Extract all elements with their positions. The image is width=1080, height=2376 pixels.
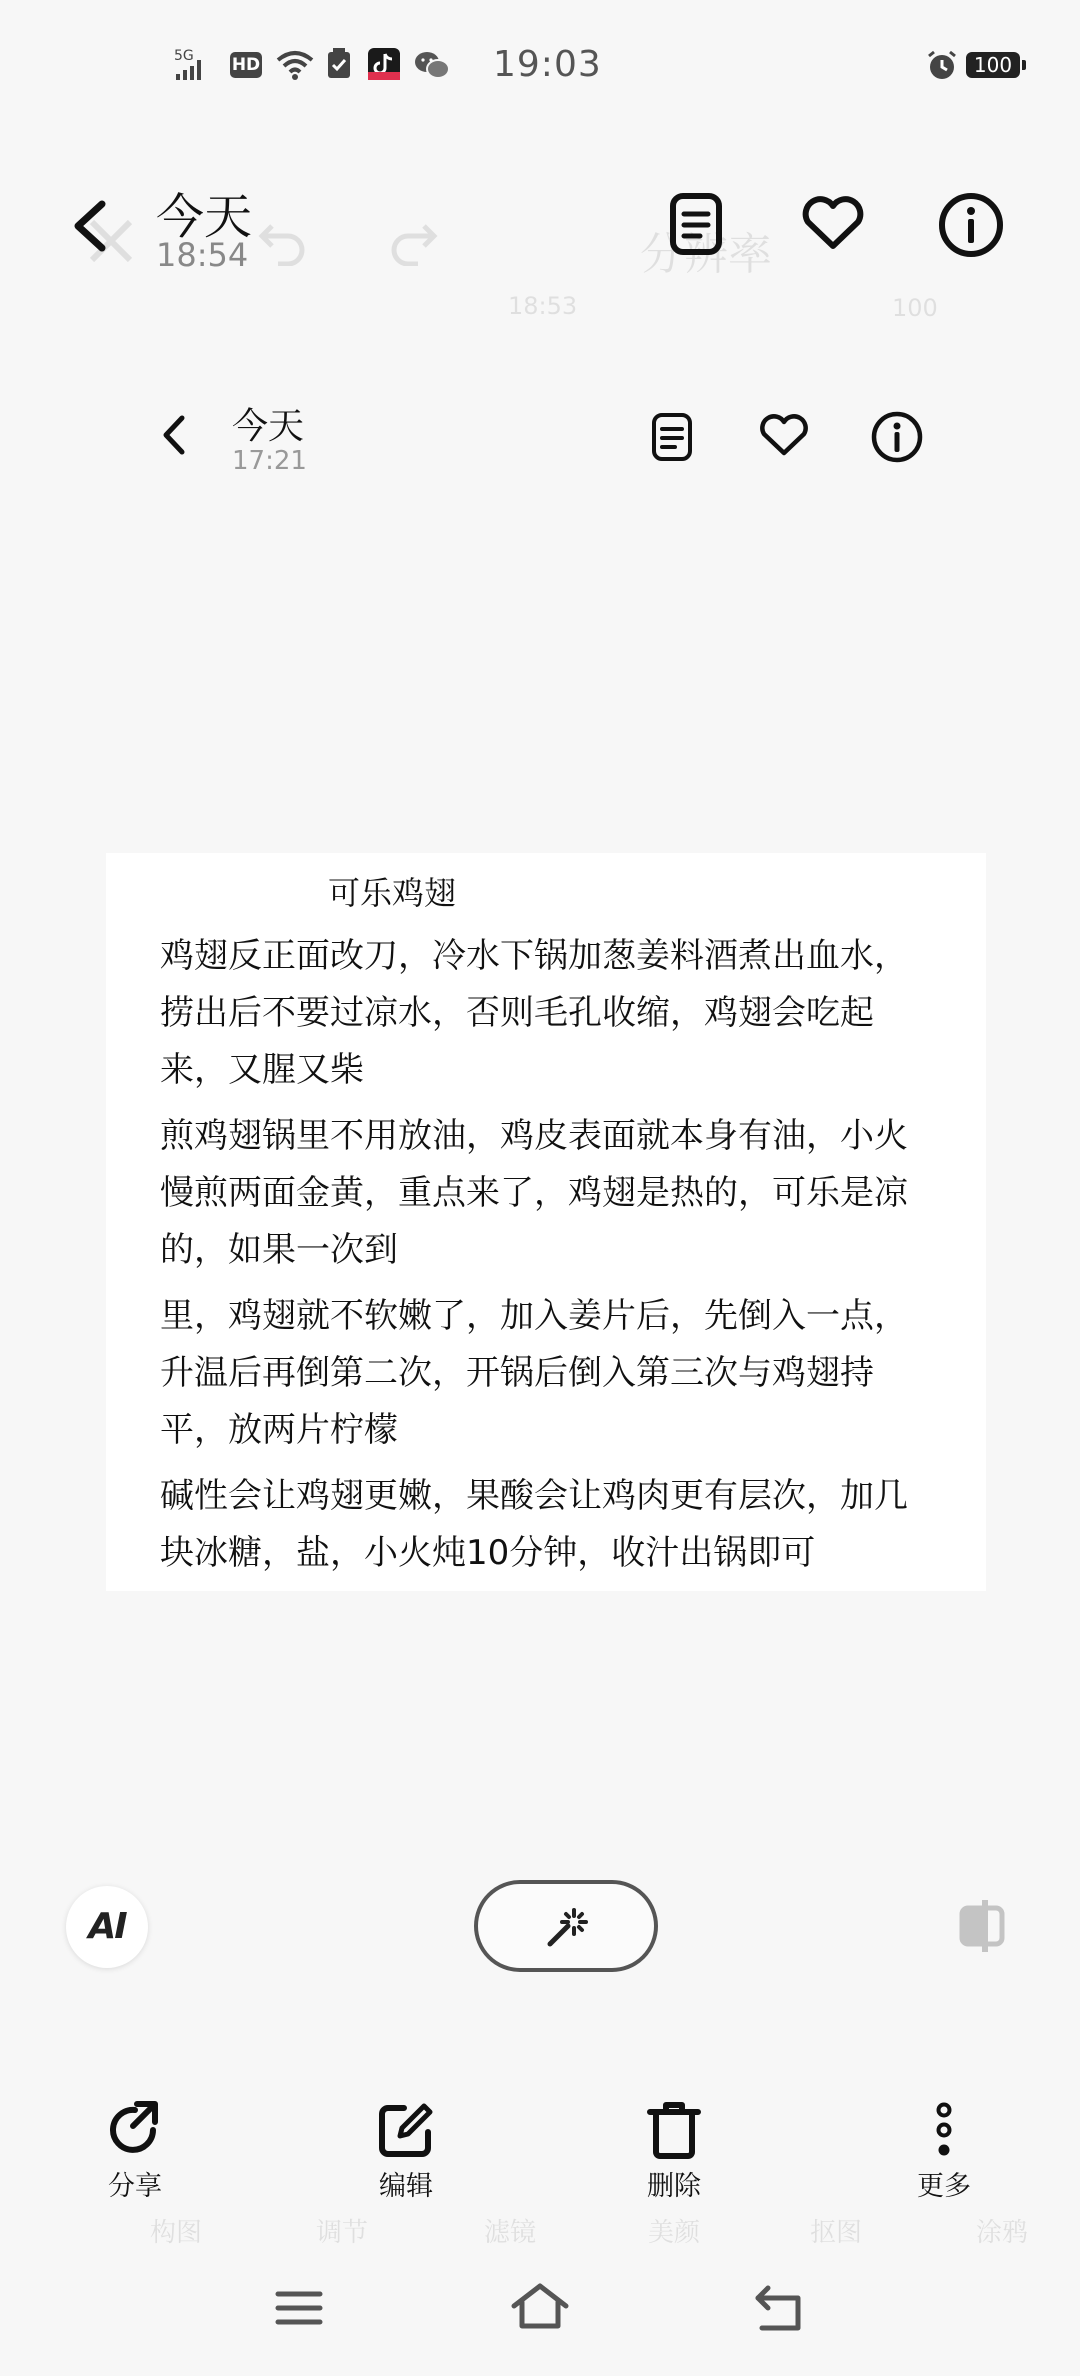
ghost-battery: 100	[892, 294, 938, 322]
ghost-tool-compose: 构图	[150, 2218, 203, 2248]
favorite-button[interactable]	[800, 196, 866, 252]
info-button[interactable]	[938, 192, 1004, 258]
note-line: 升温后再倒第二次，开锅后倒入第三次与鸡翅持	[160, 1353, 874, 1393]
redo-icon	[388, 216, 438, 266]
magic-enhance-button[interactable]	[474, 1880, 658, 1972]
info-icon	[938, 192, 1004, 258]
note-paragraph	[160, 1288, 970, 1459]
back-arrow-icon	[66, 196, 116, 256]
inner-time: 17:21	[232, 446, 307, 476]
system-nav-bar	[0, 2260, 1080, 2376]
page-time: 18:54	[156, 236, 249, 274]
undo-icon	[258, 216, 308, 266]
delete-label: 删除	[647, 2171, 701, 2202]
more-button[interactable]	[884, 2100, 1004, 2203]
page-title: 今天	[156, 189, 253, 245]
note-paragraph	[160, 1468, 970, 1582]
note-paragraph	[160, 928, 970, 1099]
note-line: 的，如果一次到	[160, 1230, 398, 1270]
recent-apps-button[interactable]	[274, 2288, 324, 2328]
inner-info-icon	[870, 410, 924, 464]
back-nav-icon	[754, 2284, 806, 2334]
heart-icon	[800, 196, 866, 252]
ghost-tool-adjust: 调节	[316, 2218, 369, 2248]
home-button[interactable]	[510, 2282, 570, 2332]
note-line: 鸡翅反正面改刀，冷水下锅加葱姜料酒煮出血水，	[160, 936, 908, 976]
note-paragraph	[160, 1108, 970, 1279]
note-line: 平，放两片柠檬	[160, 1410, 398, 1450]
note-line: 里，鸡翅就不软嫩了，加入姜片后，先倒入一点，	[160, 1296, 908, 1336]
ghost-tool-cutout: 抠图	[810, 2218, 863, 2248]
ghost-time: 18:53	[508, 292, 578, 320]
inner-document-icon	[650, 412, 694, 462]
share-icon	[105, 2100, 165, 2160]
back-nav-button[interactable]	[754, 2284, 806, 2334]
note-line: 慢煎两面金黄，重点来了，鸡翅是热的，可乐是凉	[160, 1173, 908, 1213]
menu-icon	[274, 2288, 324, 2328]
back-button[interactable]	[66, 196, 116, 256]
hd-icon: HD	[230, 52, 262, 78]
trash-icon	[644, 2100, 704, 2160]
inner-heart-icon	[758, 414, 810, 458]
ghost-tool-doodle: 涂鸦	[976, 2218, 1029, 2248]
more-label: 更多	[917, 2171, 971, 2202]
note-line: 捞出后不要过凉水，否则毛孔收缩，鸡翅会吃起	[160, 993, 874, 1033]
network-type: 5G	[174, 48, 194, 64]
note-line: 碱性会让鸡翅更嫩，果酸会让鸡肉更有层次，加几	[160, 1476, 908, 1516]
note-line: 煎鸡翅锅里不用放油，鸡皮表面就本身有油，小火	[160, 1116, 908, 1156]
compare-icon[interactable]	[958, 1898, 1012, 1954]
delete-button[interactable]	[614, 2100, 734, 2203]
note-line: 块冰糖，盐，小火炖10分钟，收汁出锅即可	[160, 1533, 816, 1573]
status-time: 19:03	[493, 44, 602, 85]
home-icon	[510, 2282, 570, 2332]
inner-back-arrow-icon	[160, 412, 190, 458]
note-line: 来，又腥又柴	[160, 1050, 364, 1090]
ghost-tool-filter: 滤镜	[484, 2218, 537, 2248]
text-recognition-button[interactable]	[668, 192, 724, 256]
note-title: 可乐鸡翅	[328, 874, 457, 912]
resolution-label: 分辨率	[640, 229, 772, 280]
battery-icon: 100	[966, 52, 1020, 78]
ai-button[interactable]: AI	[66, 1886, 148, 1968]
edit-label: 编辑	[379, 2171, 433, 2202]
document-icon	[668, 192, 724, 256]
share-label: 分享	[108, 2171, 162, 2202]
inner-title: 今天	[232, 406, 305, 447]
edit-button[interactable]	[346, 2100, 466, 2203]
edit-icon	[376, 2100, 436, 2160]
ghost-tool-beauty: 美颜	[648, 2218, 701, 2248]
more-icon	[914, 2100, 974, 2160]
magic-wand-icon	[478, 1884, 654, 1968]
share-button[interactable]	[75, 2100, 195, 2203]
